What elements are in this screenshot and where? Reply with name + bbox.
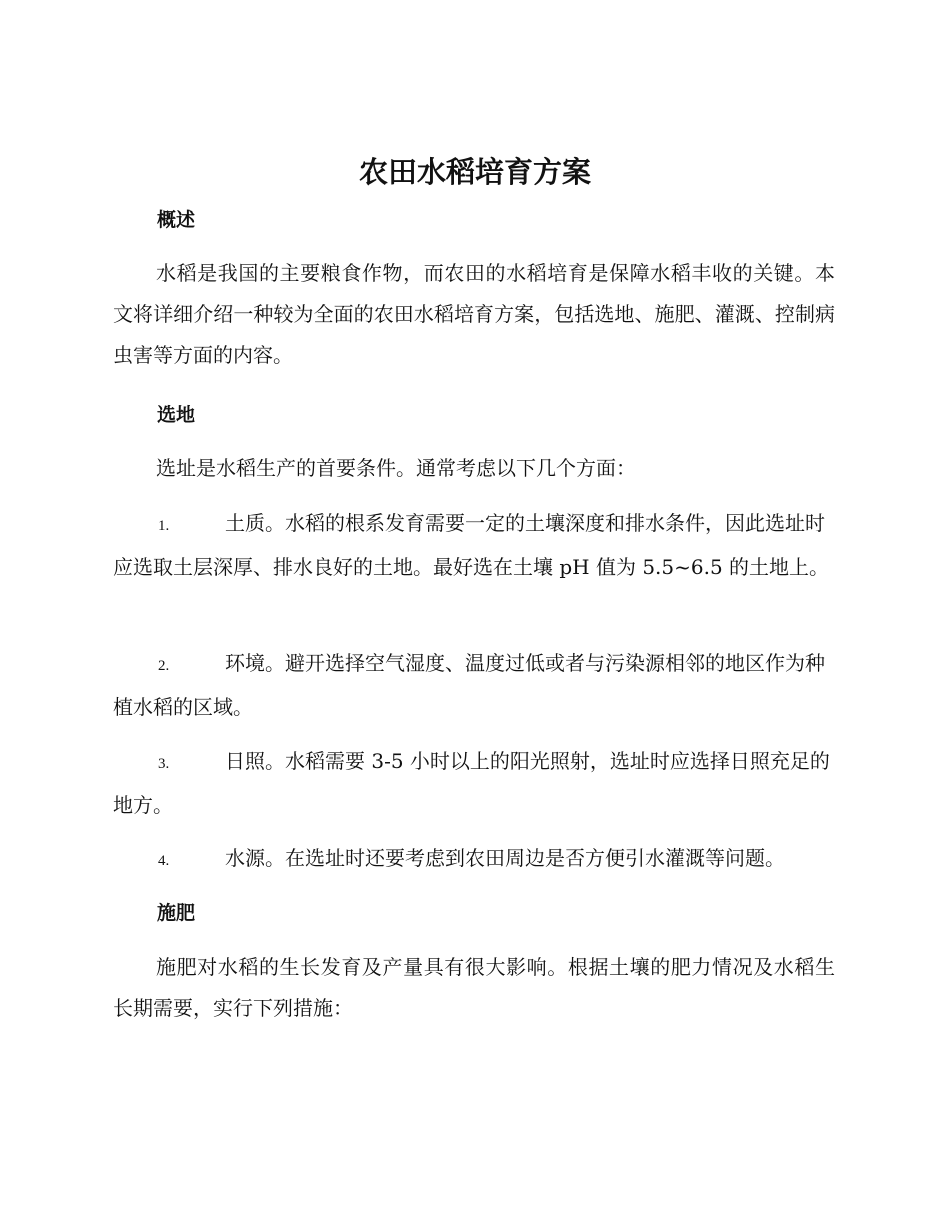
list-item [113,741,835,826]
document-title: 农田水稻培育方案 [358,155,591,189]
overview-paragraph: 水稻是我国的主要粮食作物，而农田的水稻培育是保障水稻丰收的关键。本文将详细介绍一种较为全面的农田水稻培育方案，包括选地、施肥、灌溉、控制病虫害等方面的内容。 [113,261,835,367]
list-item [113,838,835,882]
section-heading-overview: 概述 [157,209,196,231]
list-item [113,503,835,588]
list-item-text: 水源。在选址时还要考虑到农田周边是否方便引水灌溉等问题。 [225,846,785,870]
list-item-number: 1. [158,518,170,534]
list-item-text: 土质。水稻的根系发育需要一定的土壤深度和排水条件，因此选址时应选取土层深厚、排水良好的土地。最好选在土壤 pH 值为 5.5~6.5 的土地上。 [113,511,830,579]
list-item [113,643,835,728]
site-selection-intro: 选址是水稻生产的首要条件。通常考虑以下几个方面： [156,456,636,480]
fertilization-paragraph: 施肥对水稻的生长发育及产量具有很大影响。根据土壤的肥力情况及水稻生长期需要，实行下列措施： [113,955,835,1020]
section-heading-site-selection: 选地 [157,404,196,426]
list-item-number: 2. [158,658,170,674]
list-item-text: 环境。避开选择空气湿度、温度过低或者与污染源相邻的地区作为种植水稻的区域。 [113,651,825,719]
list-item-number: 4. [158,853,170,869]
list-item-number: 3. [158,756,170,772]
section-heading-fertilization: 施肥 [157,902,196,924]
list-item-text: 日照。水稻需要 3-5 小时以上的阳光照射，选址时应选择日照充足的地方。 [113,749,830,817]
